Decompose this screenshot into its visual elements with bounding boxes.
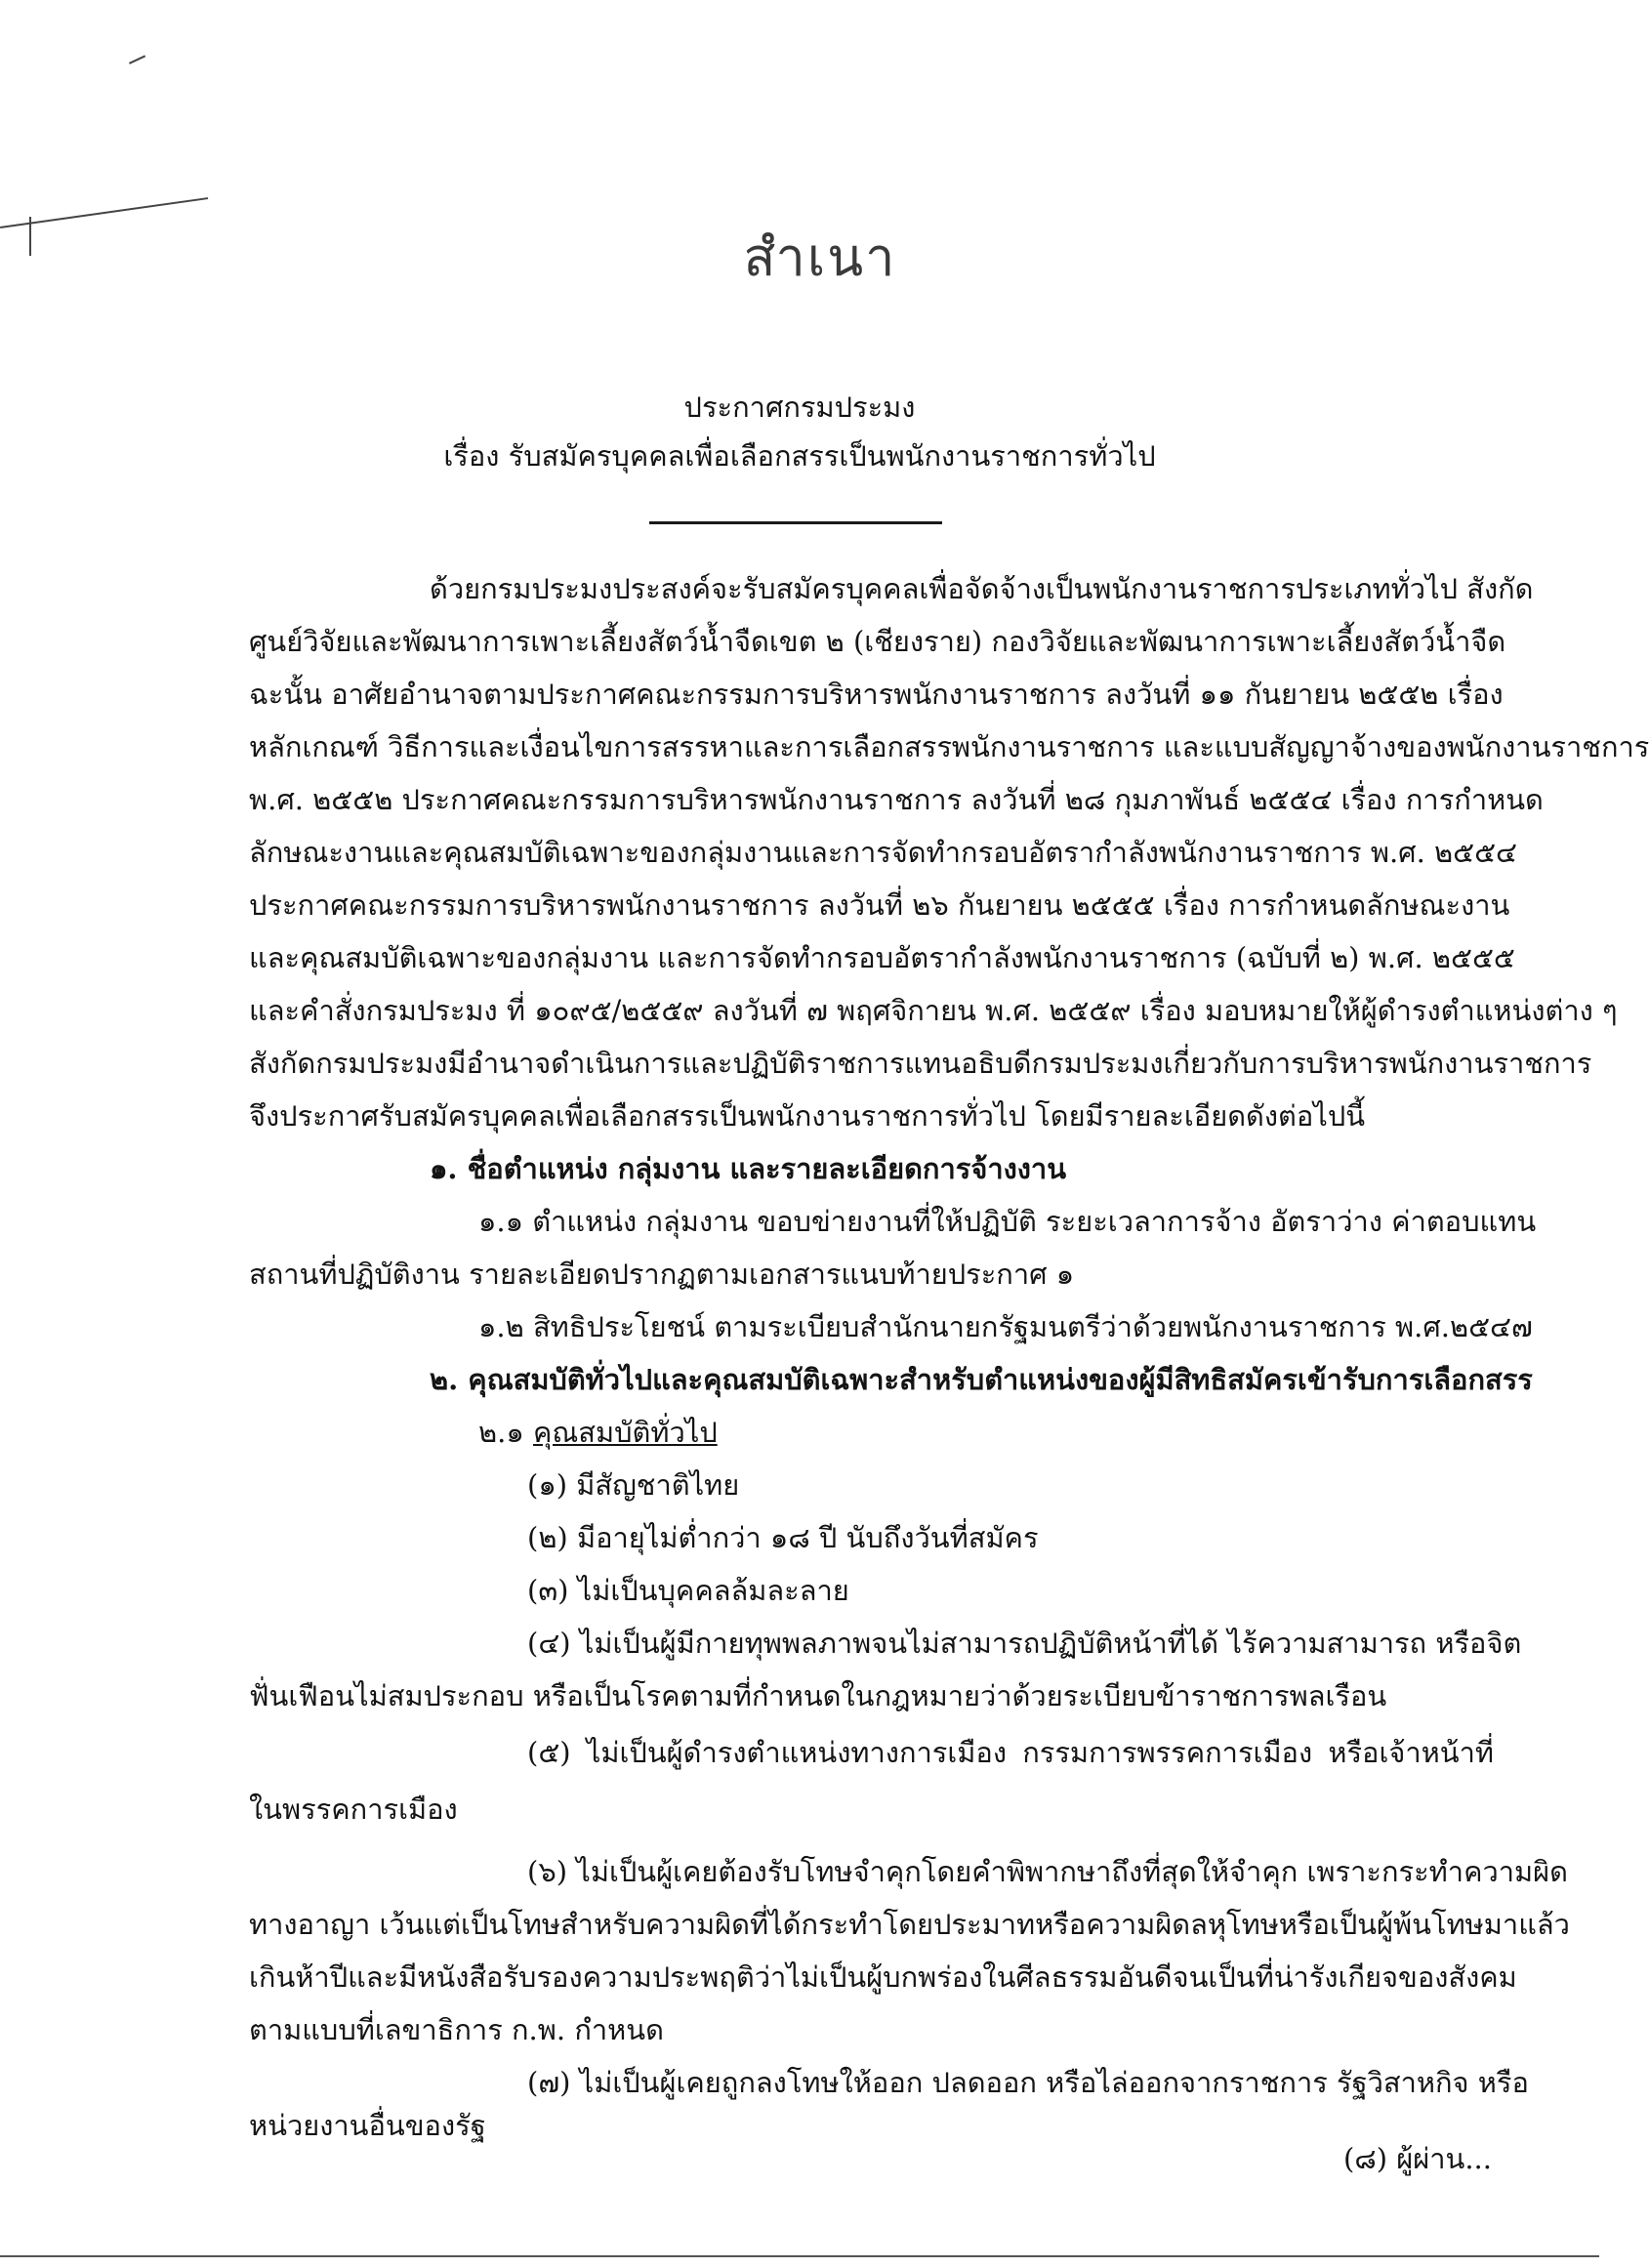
qualification-item-cont: ฟั่นเฟือนไม่สมประกอบ หรือเป็นโรคตามที่กำหนดในกฎหมายว่าด้วยระเบียบข้าราชการพลเรือน (249, 1679, 1387, 1712)
intro-line: พ.ศ. ๒๕๕๒ ประกาศคณะกรรมการบริหารพนักงานราชการ ลงวันที่ ๒๘ กุมภาพันธ์ ๒๕๕๔ เรื่อง การกำหนด (249, 783, 1544, 816)
qualification-item-cont: หน่วยงานอื่นของรัฐ (249, 2109, 486, 2142)
intro-line: หลักเกณฑ์ วิธีการและเงื่อนไขการสรรหาและการเลือกสรรพนักงานราชการ และแบบสัญญาจ้างของพนักงานราชการ (249, 730, 1649, 763)
qualification-item: (๓) ไม่เป็นบุคคลล้มละลาย (527, 1574, 849, 1607)
section1-item1: ๑.๑ ตำแหน่ง กลุ่มงาน ขอบข่ายงานที่ให้ปฏิบัติ ระยะเวลาการจ้าง อัตราว่าง ค่าตอบแทน (478, 1205, 1537, 1238)
intro-line: ศูนย์วิจัยและพัฒนาการเพาะเลี้ยงสัตว์น้ำจืดเขต ๒ (เชียงราย) กองวิจัยและพัฒนาการเพาะเลี้ยงสัตว์น้ำจืด (249, 625, 1506, 658)
continuation-marker: (๘) ผู้ผ่าน... (1343, 2142, 1492, 2175)
section1-item1-cont: สถานที่ปฏิบัติงาน รายละเอียดปรากฏตามเอกสารแนบท้ายประกาศ ๑ (249, 1258, 1075, 1291)
intro-line: จึงประกาศรับสมัครบุคคลเพื่อเลือกสรรเป็นพนักงานราชการทั่วไป โดยมีรายละเอียดดังต่อไปนี้ (249, 1099, 1366, 1133)
qualification-item-cont: ในพรรคการเมือง (249, 1793, 458, 1826)
qualification-item-cont: ทางอาญา เว้นแต่เป็นโทษสำหรับความผิดที่ได้กระทำโดยประมาทหรือความผิดลหุโทษหรือเป็นผู้พ้นโทษมาแล้ว (249, 1908, 1570, 1941)
qualification-item: (๕) ไม่เป็นผู้ดำรงตำแหน่งทางการเมือง กรรมการพรรคการเมือง หรือเจ้าหน้าที่ (527, 1736, 1494, 1769)
intro-line: ฉะนั้น อาศัยอำนาจตามประกาศคณะกรรมการบริหารพนักงานราชการ ลงวันที่ ๑๑ กันยายน ๒๕๕๒ เรื่อง (249, 678, 1504, 711)
title-divider (649, 521, 942, 524)
qualification-item-cont: เกินห้าปีและมีหนังสือรับรองความประพฤติว่าไม่เป็นผู้บกพร่องในศีลธรรมอันดีจนเป็นที่น่ารังเกียจของสังคม (249, 1960, 1517, 1994)
section2-subheading (478, 1408, 1494, 1457)
section1-heading: ๑. ชื่อตำแหน่ง กลุ่มงาน และรายละเอียดการจ้างงาน (430, 1152, 1067, 1185)
intro-line: สังกัดกรมประมงมีอำนาจดำเนินการและปฏิบัติราชการแทนอธิบดีกรมประมงเกี่ยวกับการบริหารพนักงานราชการ (249, 1047, 1592, 1080)
section2-sub-number: ๒.๑ (478, 1416, 524, 1449)
scan-mark (129, 55, 145, 63)
announcement-title: ประกาศกรมประมง (683, 391, 916, 424)
intro-line: ด้วยกรมประมงประสงค์จะรับสมัครบุคคลเพื่อจัดจ้างเป็นพนักงานราชการประเภททั่วไป สังกัด (430, 572, 1534, 605)
qualification-item: (๑) มีสัญชาติไทย (527, 1468, 740, 1502)
section1-item2: ๑.๒ สิทธิประโยชน์ ตามระเบียบสำนักนายกรัฐมนตรีว่าด้วยพนักงานราชการ พ.ศ.๒๕๔๗ (478, 1310, 1533, 1343)
qualification-item: (๔) ไม่เป็นผู้มีกายทุพพลภาพจนไม่สามารถปฏิบัติหน้าที่ได้ ไร้ความสามารถ หรือจิต (527, 1627, 1522, 1660)
intro-line: และคุณสมบัติเฉพาะของกลุ่มงาน และการจัดทำกรอบอัตรากำลังพนักงานราชการ (ฉบับที่ ๒) พ.ศ. ๒๕๕๕ (249, 941, 1515, 974)
intro-line: ประกาศคณะกรรมการบริหารพนักงานราชการ ลงวันที่ ๒๖ กันยายน ๒๕๕๕ เรื่อง การกำหนดลักษณะงาน (249, 888, 1510, 922)
intro-line: ลักษณะงานและคุณสมบัติเฉพาะของกลุ่มงานและการจัดทำกรอบอัตรากำลังพนักงานราชการ พ.ศ. ๒๕๕๔ (249, 836, 1517, 869)
scan-mark (29, 217, 31, 256)
qualification-item-cont: ตามแบบที่เลขาธิการ ก.พ. กำหนด (249, 2013, 664, 2046)
qualification-item: (๗) ไม่เป็นผู้เคยถูกลงโทษให้ออก ปลดออก หรือไล่ออกจากราชการ รัฐวิสาหกิจ หรือ (527, 2066, 1529, 2099)
copy-stamp: สำเนา (743, 227, 897, 288)
scan-bottom-edge (0, 2255, 1599, 2257)
intro-line: และคำสั่งกรมประมง ที่ ๑๐๙๕/๒๕๕๙ ลงวันที่ ๗ พฤศจิกายน พ.ศ. ๒๕๕๙ เรื่อง มอบหมายให้ผู้ดำรงตำแหน่งต่าง ๆ (249, 994, 1618, 1027)
qualification-item: (๒) มีอายุไม่ต่ำกว่า ๑๘ ปี นับถึงวันที่สมัคร (527, 1521, 1039, 1554)
section2-sub-title: คุณสมบัติทั่วไป (532, 1416, 718, 1449)
announcement-subject: เรื่อง รับสมัครบุคคลเพื่อเลือกสรรเป็นพนักงานราชการทั่วไป (443, 439, 1156, 473)
section2-heading: ๒. คุณสมบัติทั่วไปและคุณสมบัติเฉพาะสำหรับตำแหน่งของผู้มีสิทธิสมัครเข้ารับการเลือกสรร (430, 1363, 1533, 1396)
qualification-item: (๖) ไม่เป็นผู้เคยต้องรับโทษจำคุกโดยคำพิพากษาถึงที่สุดให้จำคุก เพราะกระทำความผิด (527, 1855, 1568, 1888)
